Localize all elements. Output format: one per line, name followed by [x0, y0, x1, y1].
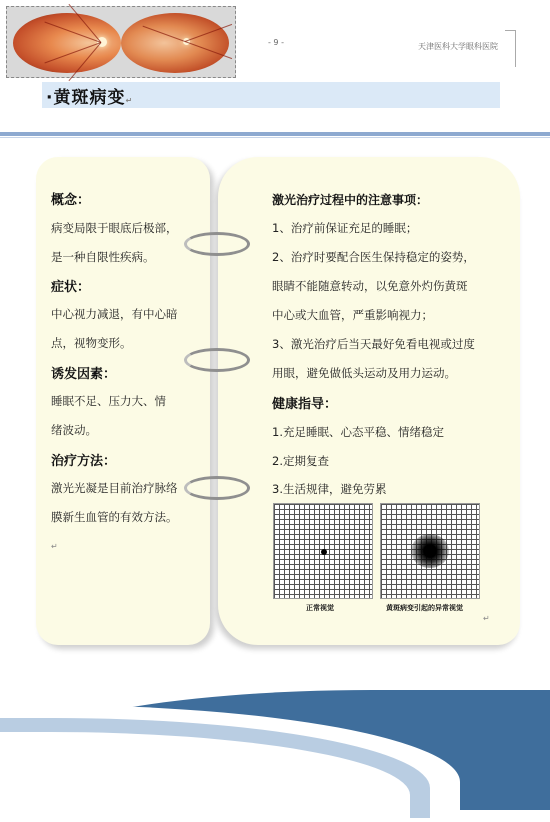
binder-ring	[184, 232, 250, 256]
amsler-grid-distorted	[380, 503, 480, 599]
amsler-grid-normal	[273, 503, 373, 599]
fixation-dot	[321, 549, 327, 555]
triggers-text-line: 绪波动。	[51, 423, 97, 437]
treatment-text-line: 膜新生血管的有效方法。	[51, 510, 178, 524]
distortion-spot	[411, 534, 449, 568]
symptoms-text-line: 点，视物变形。	[51, 336, 132, 350]
laser-note-line: 3、激光治疗后当天最好免看电视或过度	[272, 337, 475, 351]
health-guide-line: 1.充足睡眠、心态平稳、情绪稳定	[272, 425, 444, 439]
normal-vision-caption: 正常视觉	[306, 604, 334, 612]
paragraph-mark: ↵	[483, 614, 490, 623]
binder-ring	[184, 348, 250, 372]
laser-note-line: 1、治疗前保证充足的睡眠；	[272, 221, 418, 235]
laser-note-line: 用眼，避免做低头运动及用力运动。	[272, 366, 456, 380]
health-guide-line: 3.生活规律，避免劳累	[272, 482, 387, 496]
symptoms-text-line: 中心视力减退，有中心暗	[51, 307, 178, 321]
concept-heading: 概念：	[51, 193, 91, 208]
fundus-photo-right	[121, 13, 229, 73]
concept-text-line: 病变局限于眼底后极部，	[51, 221, 178, 235]
concept-text-line: 是一种自限性疾病。	[51, 250, 155, 264]
fundus-photo-left	[13, 13, 121, 73]
fundus-photo-frame	[6, 6, 236, 78]
page-title: ·黄斑病变↵	[46, 88, 134, 108]
laser-note-line: 2、治疗时要配合医生保持稳定的姿势，	[272, 250, 475, 264]
binder-ring	[184, 476, 250, 500]
treatment-heading: 治疗方法：	[51, 454, 117, 469]
crop-mark	[505, 30, 516, 67]
laser-note-line: 中心或大血管，严重影响视力；	[272, 308, 433, 322]
triggers-heading: 诱发因素：	[51, 367, 117, 382]
abnormal-vision-caption: 黄斑病变引起的异常视觉	[386, 604, 463, 612]
divider-rule-thin	[0, 137, 550, 138]
treatment-text-line: 激光光凝是目前治疗脉络	[51, 481, 178, 495]
divider-rule	[0, 132, 550, 136]
laser-notes-heading: 激光治疗过程中的注意事项：	[272, 193, 429, 207]
health-guide-heading: 健康指导：	[272, 397, 338, 412]
laser-note-line: 眼睛不能随意转动，以免意外灼伤黄斑	[272, 279, 468, 293]
triggers-text-line: 睡眠不足、压力大、情	[51, 394, 166, 408]
paragraph-mark: ↵	[51, 542, 58, 551]
hospital-name: 天津医科大学眼科医院	[418, 42, 498, 51]
health-guide-line: 2.定期复查	[272, 454, 329, 468]
symptoms-heading: 症状：	[51, 280, 91, 295]
page-number: - 9 -	[268, 38, 284, 47]
